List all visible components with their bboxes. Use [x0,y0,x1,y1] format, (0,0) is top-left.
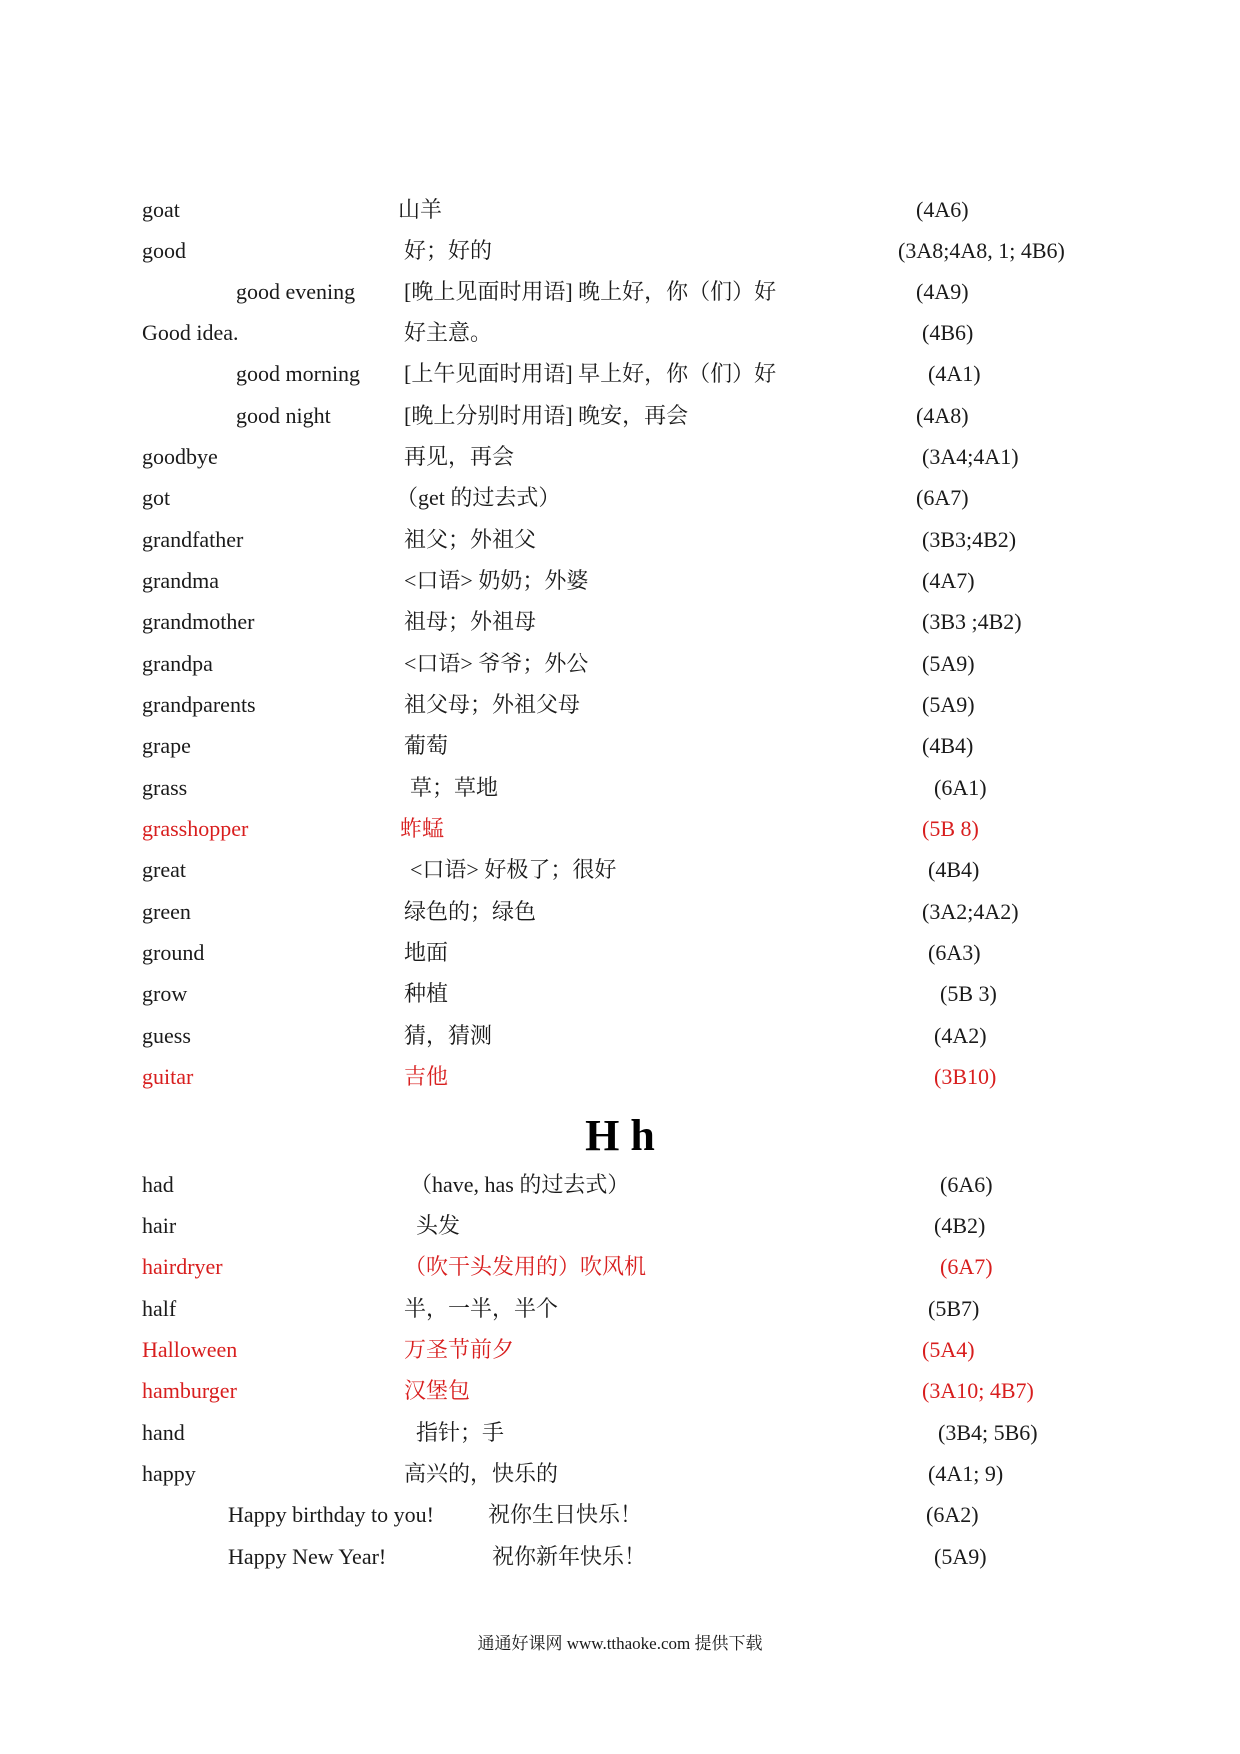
entry-unit: (6A6) [940,1172,993,1197]
entry-meaning: 汉堡包 [404,1378,471,1403]
entry-row [0,850,1240,890]
entry-row [0,313,1240,353]
entry-meaning: 种植 [404,981,449,1006]
entry-row [0,396,1240,436]
entry-row [0,1016,1240,1056]
entry-word: Good idea. [142,320,239,345]
entry-word: good evening [236,279,356,304]
entry-word: grasshopper [142,816,249,841]
entry-meaning: 头发 [416,1213,461,1238]
entry-word: ground [142,940,205,965]
footer-credit: 通通好课网 www.tthaoke.com 提供下载 [477,1634,763,1653]
entry-row [0,768,1240,808]
entry-meaning: <口语> 好极了；很好 [410,857,617,882]
entry-row-highlighted [0,1057,1240,1097]
entry-word: green [142,899,191,924]
entry-meaning: <口语> 爷爷；外公 [404,651,589,676]
entry-word: grape [142,733,191,758]
entry-word: good [142,238,186,263]
entry-unit: (5B 3) [940,981,997,1006]
entry-row [0,685,1240,725]
entry-unit: (4A7) [922,568,975,593]
entry-word: good morning [236,361,361,386]
entry-row [0,892,1240,932]
entry-word: grandfather [142,527,244,552]
entry-word: good night [236,403,331,428]
entry-row [0,520,1240,560]
entry-meaning: 祖父母；外祖父母 [404,692,581,717]
entry-unit: (6A7) [916,485,969,510]
entry-meaning: 好；好的 [404,238,493,263]
entry-unit: (5A4) [922,1337,975,1362]
entry-unit: (4B6) [922,320,974,345]
entry-unit: (6A3) [928,940,981,965]
entry-meaning: 葡萄 [404,733,449,758]
entry-meaning: 地面 [404,940,449,965]
entry-row [0,478,1240,518]
entry-row [0,974,1240,1014]
entry-row [0,1413,1240,1453]
entry-unit: (4A1; 9) [928,1461,1004,1486]
entry-row [0,1537,1240,1577]
entry-meaning: 祖母；外祖母 [404,609,537,634]
entry-word: goat [142,197,180,222]
entry-unit: (6A1) [934,775,987,800]
entry-meaning: [晚上分别时用语] 晚安，再会 [404,403,689,428]
entry-row [0,1495,1240,1535]
entry-row [0,933,1240,973]
entry-meaning: 吉他 [404,1064,449,1089]
entry-meaning: 万圣节前夕 [404,1337,515,1362]
entry-unit: (4A8) [916,403,969,428]
entry-meaning: [晚上见面时用语] 晚上好，你（们）好 [404,279,777,304]
entry-unit: (4A6) [916,197,969,222]
entry-unit: (3A2;4A2) [922,899,1019,924]
entry-unit: (6A7) [940,1254,993,1279]
entry-word: Happy New Year! [228,1544,387,1569]
entry-word: guitar [142,1064,194,1089]
entry-word: had [142,1172,174,1197]
entry-row [0,354,1240,394]
entry-unit: (4B2) [934,1213,986,1238]
entry-meaning: 祝你生日快乐！ [488,1502,643,1527]
entry-meaning: （get 的过去式） [396,485,561,510]
entry-word: half [142,1296,177,1321]
entry-row [0,272,1240,312]
entry-word: hamburger [142,1378,237,1403]
entry-unit: (3A10; 4B7) [922,1378,1034,1403]
entry-unit: (5A9) [934,1544,987,1569]
entry-unit: (3B10) [934,1064,997,1089]
entry-row-highlighted [0,809,1240,849]
entry-unit: (3B3;4B2) [922,527,1017,552]
entry-meaning: 祝你新年快乐！ [492,1544,647,1569]
entry-word: grandpa [142,651,213,676]
entry-word: hairdryer [142,1254,223,1279]
entry-word: guess [142,1023,191,1048]
entry-meaning: （吹干头发用的）吹风机 [404,1254,647,1279]
entry-row [0,231,1240,271]
entry-row-highlighted [0,1330,1240,1370]
entry-unit: (3A4;4A1) [922,444,1019,469]
entry-word: grow [142,981,188,1006]
entry-word: grandparents [142,692,256,717]
entry-word: got [142,485,171,510]
entry-row [0,190,1240,230]
entry-unit: (3B3 ;4B2) [922,609,1022,634]
entry-meaning: 山羊 [398,197,443,222]
entry-meaning: 高兴的，快乐的 [404,1461,559,1486]
entry-row [0,1289,1240,1329]
entry-word: happy [142,1461,196,1486]
entry-word: goodbye [142,444,218,469]
entry-row-highlighted [0,1247,1240,1287]
entry-meaning: 草；草地 [410,775,499,800]
entry-meaning: 蚱蜢 [400,816,445,841]
entry-row [0,1454,1240,1494]
entry-unit: (4B4) [922,733,974,758]
entry-meaning: （have, has 的过去式） [410,1172,630,1197]
entry-unit: (4A9) [916,279,969,304]
entry-unit: (3A8;4A8, 1; 4B6) [898,238,1065,263]
entry-unit: (4A1) [928,361,981,386]
entry-meaning: 指针；手 [416,1420,505,1445]
entry-unit: (3B4; 5B6) [938,1420,1038,1445]
entry-meaning: 绿色的；绿色 [404,899,537,924]
entry-word: hand [142,1420,185,1445]
entry-row [0,1206,1240,1246]
entry-row-highlighted [0,1371,1240,1411]
entry-unit: (5A9) [922,692,975,717]
entry-meaning: <口语> 奶奶；外婆 [404,568,589,593]
entry-word: great [142,857,186,882]
entry-unit: (4A2) [934,1023,987,1048]
entry-meaning: 半，一半，半个 [404,1296,559,1321]
entry-row [0,644,1240,684]
entry-unit: (5B 8) [922,816,979,841]
entry-word: hair [142,1213,177,1238]
entry-row [0,726,1240,766]
entry-word: grandmother [142,609,255,634]
entry-row [0,437,1240,477]
entry-meaning: 猜，猜测 [404,1023,493,1048]
entry-meaning: 祖父；外祖父 [404,527,537,552]
entry-word: Happy birthday to you! [228,1502,434,1527]
entry-unit: (5A9) [922,651,975,676]
entry-row [0,1165,1240,1205]
entry-meaning: 好主意。 [404,320,493,345]
entry-meaning: 再见，再会 [404,444,515,469]
entry-unit: (4B4) [928,857,980,882]
entry-unit: (6A2) [926,1502,979,1527]
section-heading: H h [585,1111,655,1160]
entry-unit: (5B7) [928,1296,980,1321]
entry-row [0,561,1240,601]
entry-word: grandma [142,568,219,593]
entry-word: grass [142,775,188,800]
entry-row [0,602,1240,642]
entry-meaning: [上午见面时用语] 早上好，你（们）好 [404,361,777,386]
entry-word: Halloween [142,1337,238,1362]
